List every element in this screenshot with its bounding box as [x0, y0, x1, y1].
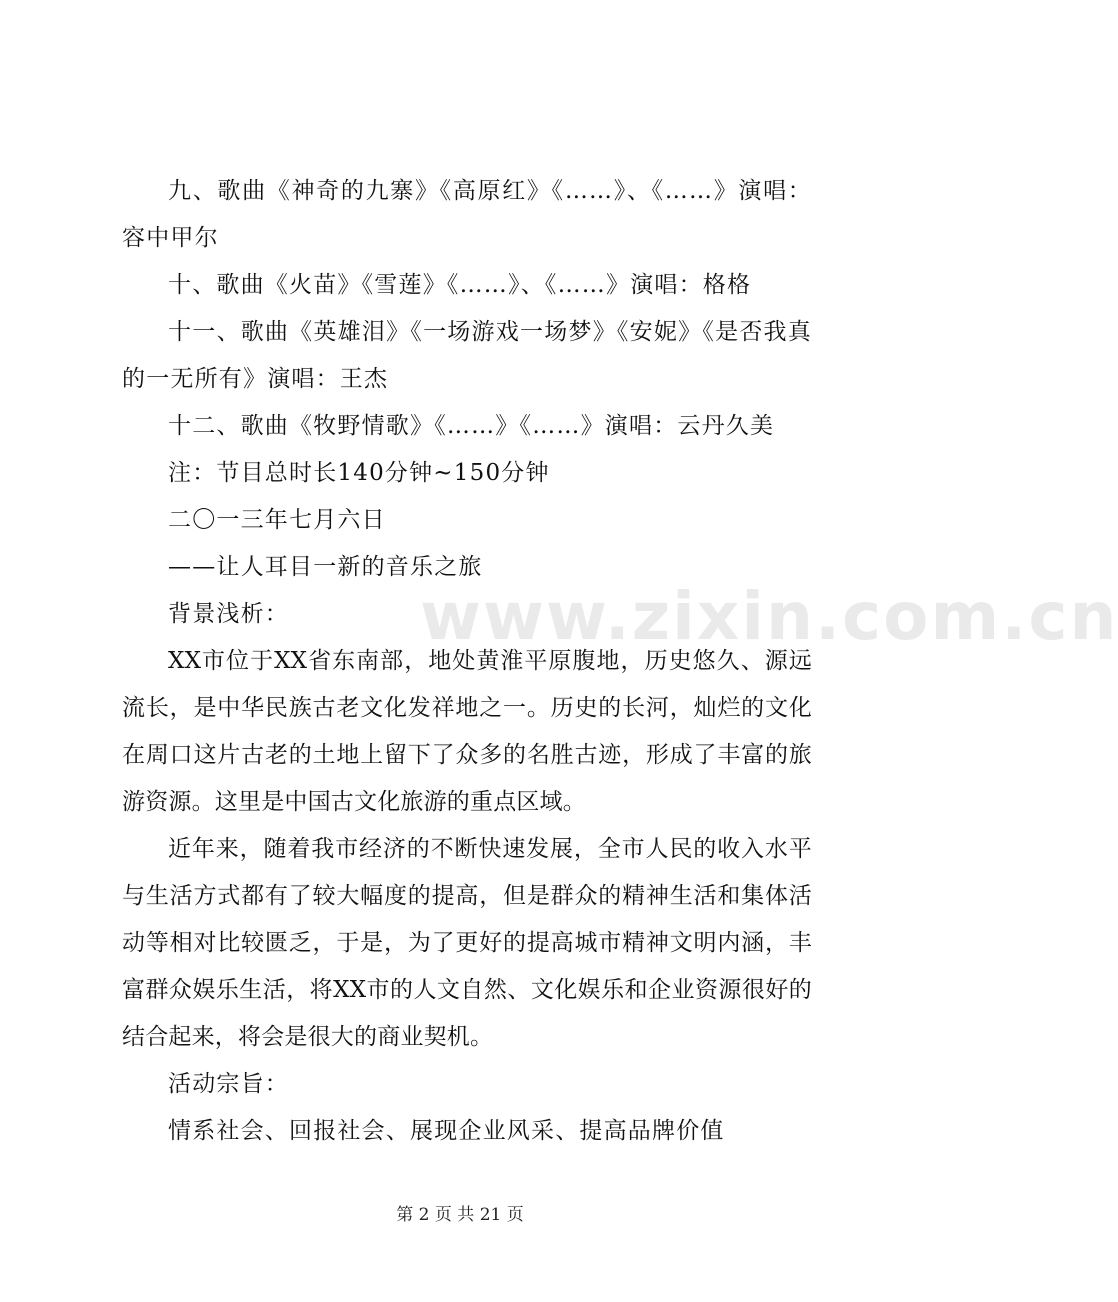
program-item-11: 十一、歌曲《英雄泪》《一场游戏一场梦》《安妮》《是否我真的一无所有》演唱：王杰: [122, 319, 812, 392]
program-duration-note: 注：节目总时长140分钟~150分钟: [168, 460, 550, 486]
document-date: 二〇一三年七月六日: [168, 507, 386, 533]
purpose-text: 情系社会、回报社会、展现企业风采、提高品牌价值: [168, 1118, 725, 1144]
program-item-12: 十二、歌曲《牧野情歌》《……》《……》演唱：云丹久美: [168, 413, 775, 439]
background-paragraph-1: XX市位于XX省东南部，地处黄淮平原腹地，历史悠久、源远流长，是中华民族古老文化发祥地之一。历史的长河，灿烂的文化在周口这片古老的土地上留下了众多的名胜古迹，形成了丰富的旅游资源。这里是中国古文化旅游的重点区域。: [122, 648, 812, 815]
program-item-9: 九、歌曲《神奇的九寨》《高原红》《……》、《……》演唱：容中甲尔: [122, 178, 812, 251]
background-paragraph-2: 近年来，随着我市经济的不断快速发展，全市人民的收入水平与生活方式都有了较大幅度的提高，但是群众的精神生活和集体活动等相对比较匮乏，于是，为了更好的提高城市精神文明内涵，丰富群众娱乐生活，将XX市的人文自然、文化娱乐和企业资源很好的结合起来，将会是很大的商业契机。: [122, 836, 812, 1050]
program-item-10: 十、歌曲《火苗》《雪莲》《……》、《……》演唱：格格: [168, 272, 752, 298]
section-heading-background: 背景浅析：: [168, 601, 289, 627]
document-body: [122, 168, 812, 1155]
page-footer: 第 2 页 共 21 页: [396, 1205, 524, 1225]
section-heading-purpose: 活动宗旨：: [168, 1071, 289, 1097]
event-subtitle: ——让人耳目一新的音乐之旅: [168, 554, 483, 580]
watermark: www.zixin.com.cn: [420, 578, 1118, 655]
